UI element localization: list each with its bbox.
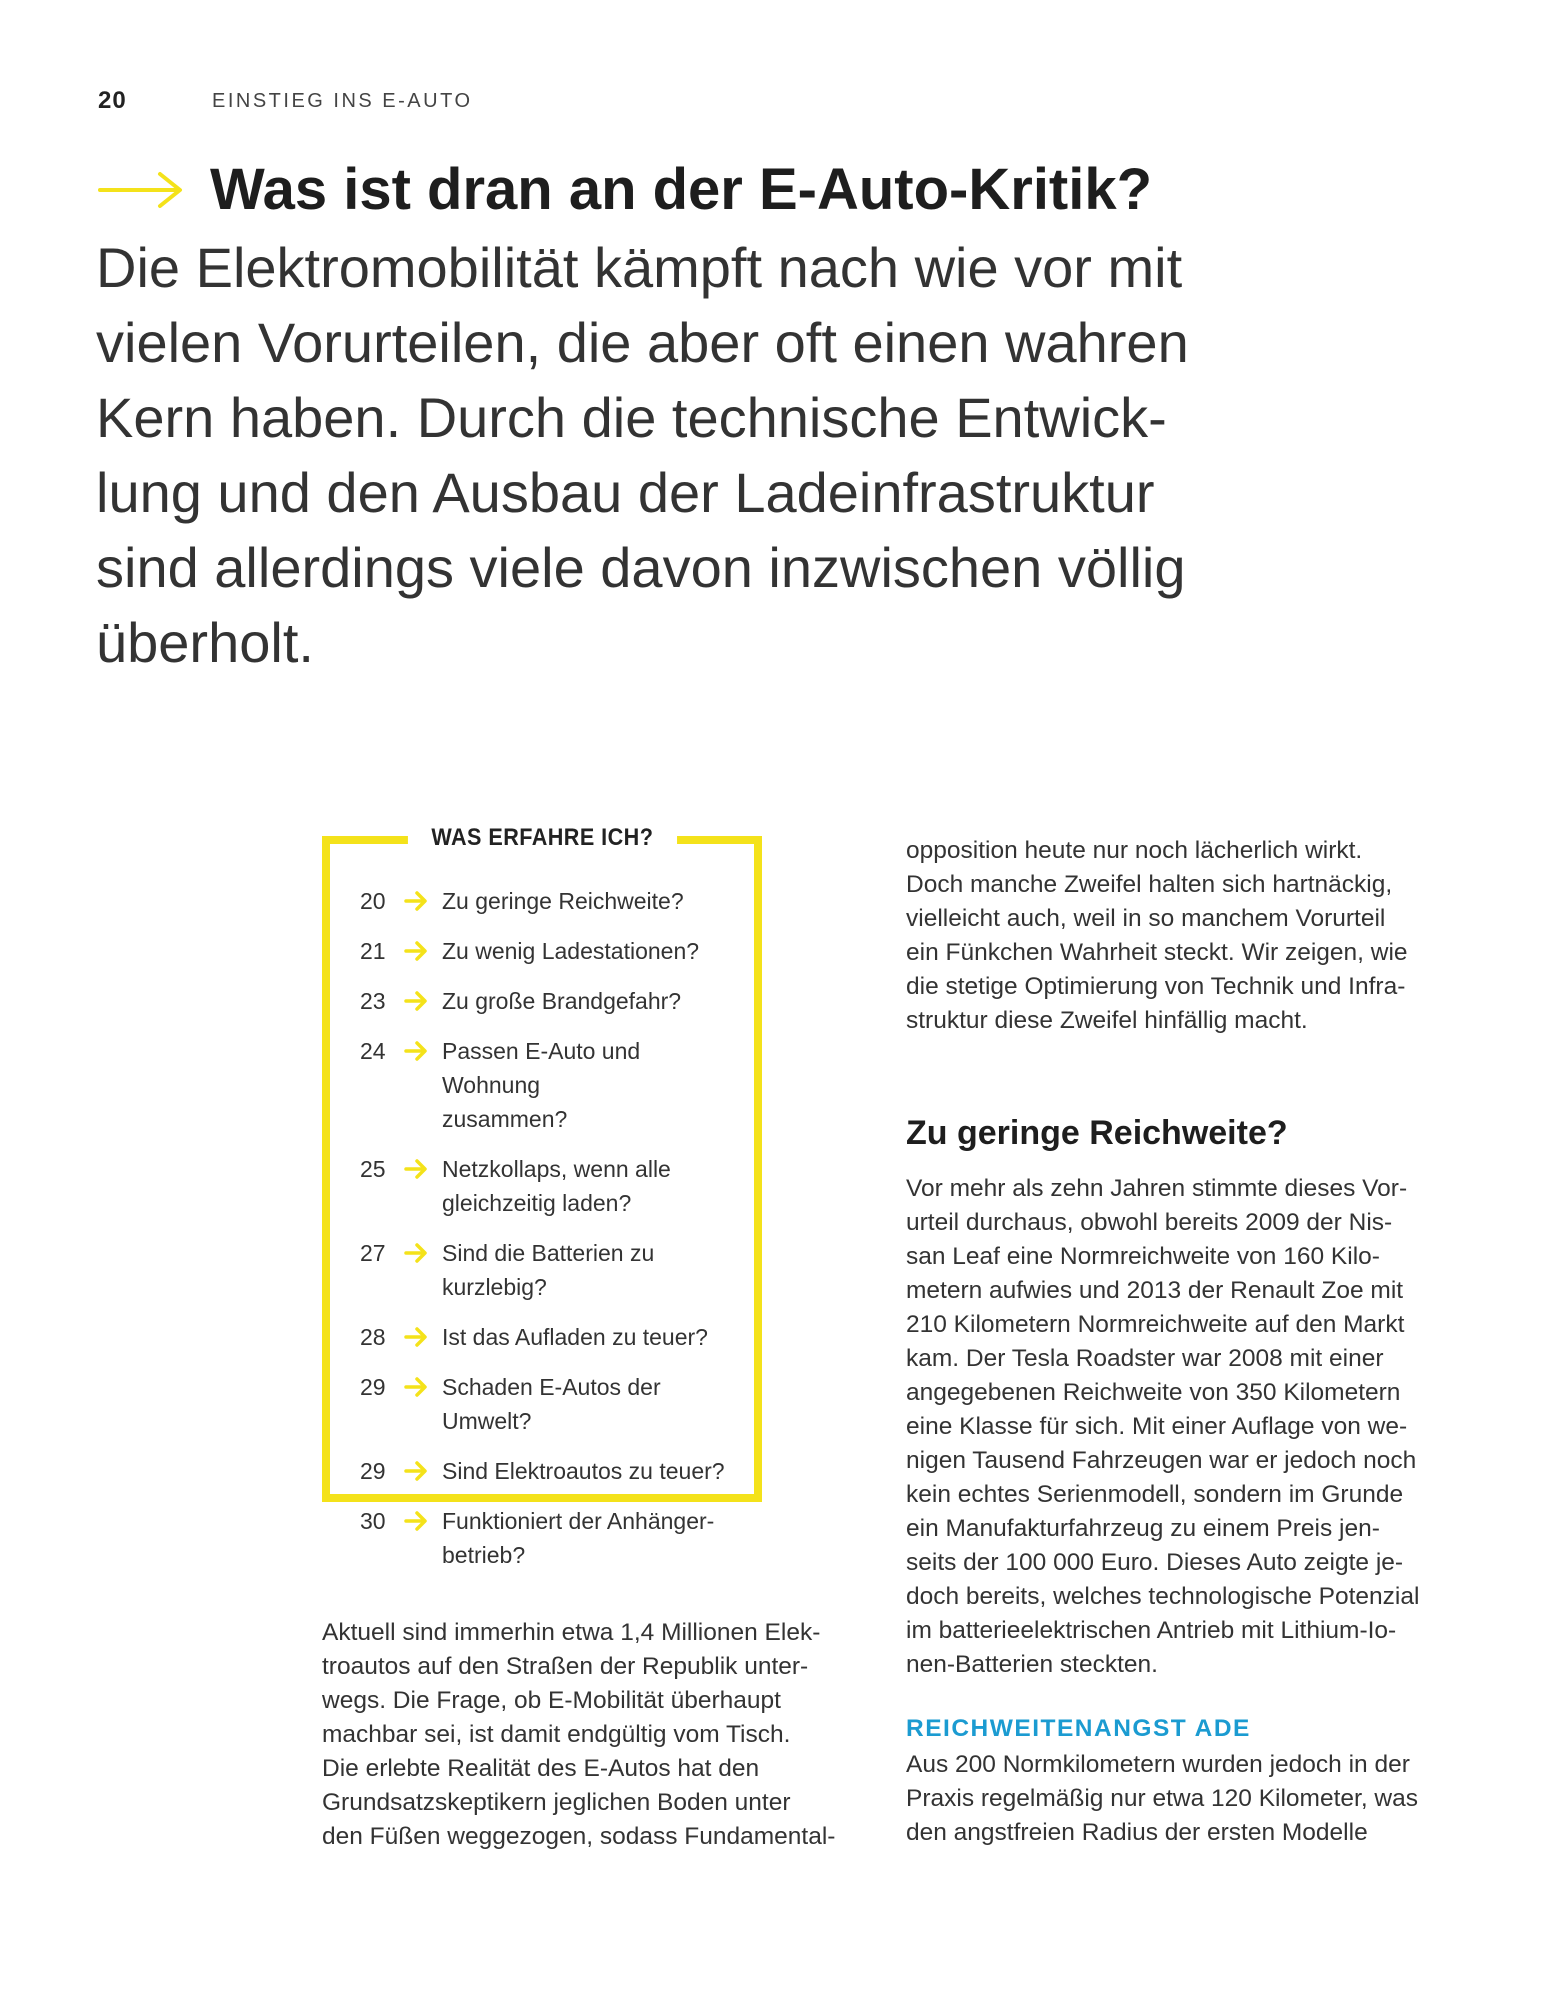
intro-line: vielen Vorurteilen, die aber oft einen wahren <box>96 311 1189 374</box>
toc-item <box>360 1370 744 1438</box>
toc-page-number: 24 <box>360 1038 386 1064</box>
subsection-body-text <box>906 1748 1466 1850</box>
right-arrow-icon <box>404 1504 428 1538</box>
toc-item-label: Zu geringe Reichweite? <box>442 888 684 914</box>
toc-item <box>360 1504 744 1572</box>
section-body-line: doch bereits, welches technologische Potenzial <box>906 1583 1420 1610</box>
subsection-heading: REICHWEITENANGST ADE <box>906 1715 1251 1742</box>
left-column-line: den Füßen weggezogen, sodass Fundamental- <box>322 1823 836 1850</box>
toc-page-number: 29 <box>360 1374 386 1400</box>
right-arrow-icon <box>404 1370 428 1404</box>
left-column-line: Die erlebte Realität des E-Autos hat den <box>322 1755 760 1782</box>
right-arrow-icon <box>404 934 428 968</box>
section-body-line: 210 Kilometern Normreichweite auf den Markt <box>906 1311 1405 1338</box>
intro-line: Die Elektromobilität kämpft nach wie vor mit <box>96 236 1183 299</box>
section-label: EINSTIEG INS E-AUTO <box>212 89 473 112</box>
section-body-line: urteil durchaus, obwohl bereits 2009 der Nis- <box>906 1209 1393 1236</box>
right-column-intro-line: die stetige Optimierung von Technik und Infra- <box>906 973 1406 1000</box>
toc-page-number: 25 <box>360 1156 386 1182</box>
toc-list <box>360 884 744 1588</box>
toc-item-label: Schaden E-Autos der Umwelt? <box>442 1374 661 1434</box>
right-arrow-icon <box>404 1034 428 1068</box>
toc-item <box>360 1236 744 1304</box>
section-body-line: nen-Batterien steckten. <box>906 1651 1158 1678</box>
left-column-line: Grundsatzskeptikern jeglichen Boden unter <box>322 1789 791 1816</box>
right-arrow-icon <box>404 1236 428 1270</box>
toc-item <box>360 884 744 918</box>
section-body-line: nigen Tausend Fahrzeugen war er jedoch noch <box>906 1447 1417 1474</box>
toc-item-label: Passen E-Auto und Wohnung zusammen? <box>442 1038 641 1132</box>
section-body-line: eine Klasse für sich. Mit einer Auflage von we- <box>906 1413 1408 1440</box>
long-right-arrow-icon <box>98 170 184 210</box>
toc-item <box>360 1454 744 1488</box>
intro-line: lung und den Ausbau der Ladeinfrastruktur <box>96 461 1155 524</box>
section-body-line: im batterieelektrischen Antrieb mit Lithium-Io- <box>906 1617 1397 1644</box>
intro-line: überholt. <box>96 611 314 674</box>
subsection-body-line: den angstfreien Radius der ersten Modelle <box>906 1819 1368 1846</box>
toc-item <box>360 1152 744 1220</box>
right-arrow-icon <box>404 1320 428 1354</box>
toc-item-label: Ist das Aufladen zu teuer? <box>442 1324 708 1350</box>
right-column-intro-line: opposition heute nur noch lächerlich wirkt. <box>906 837 1363 864</box>
toc-page-number: 27 <box>360 1240 386 1266</box>
section-body-line: seits der 100 000 Euro. Dieses Auto zeigte je- <box>906 1549 1404 1576</box>
left-column-text <box>322 1616 882 1854</box>
section-body-line: angegebenen Reichweite von 350 Kilometern <box>906 1379 1401 1406</box>
subsection-body-line: Aus 200 Normkilometern wurden jedoch in der <box>906 1751 1410 1778</box>
right-arrow-icon <box>404 884 428 918</box>
section-body-text <box>906 1172 1466 1682</box>
left-column-line: Aktuell sind immerhin etwa 1,4 Millionen Elek- <box>322 1619 821 1646</box>
toc-item <box>360 1320 744 1354</box>
left-column-line: troautos auf den Straßen der Republik unter- <box>322 1653 809 1680</box>
title-row <box>98 158 1478 222</box>
section-body-line: kein echtes Serienmodell, sondern im Grunde <box>906 1481 1404 1508</box>
intro-line: Kern haben. Durch die technische Entwick- <box>96 386 1167 449</box>
toc-page-number: 28 <box>360 1324 386 1350</box>
section-body-line: san Leaf eine Normreichweite von 160 Kilo- <box>906 1243 1380 1270</box>
toc-page-number: 23 <box>360 988 386 1014</box>
toc-item-label: Sind die Batterien zu kurzlebig? <box>442 1240 655 1300</box>
toc-item <box>360 934 744 968</box>
toc-page-number: 29 <box>360 1458 386 1484</box>
toc-box <box>322 824 762 1568</box>
right-column-intro-line: Doch manche Zweifel halten sich hartnäckig, <box>906 871 1393 898</box>
right-arrow-icon <box>404 1152 428 1186</box>
toc-item <box>360 1034 744 1136</box>
toc-page-number: 21 <box>360 938 386 964</box>
right-column-intro-line: vielleicht auch, weil in so manchem Vorurteil <box>906 905 1386 932</box>
toc-page-number: 20 <box>360 888 386 914</box>
toc-item <box>360 984 744 1018</box>
toc-item-label: Funktioniert der Anhänger- betrieb? <box>442 1508 715 1568</box>
intro-paragraph <box>96 230 1456 680</box>
toc-item-label: Zu große Brandgefahr? <box>442 988 682 1014</box>
section-body-line: kam. Der Tesla Roadster war 2008 mit einer <box>906 1345 1384 1372</box>
page-title: Was ist dran an der E-Auto-Kritik? <box>210 157 1153 222</box>
toc-item-label: Sind Elektroautos zu teuer? <box>442 1458 725 1484</box>
right-arrow-icon <box>404 984 428 1018</box>
right-arrow-icon <box>404 1454 428 1488</box>
section-body-line: ein Manufakturfahrzeug zu einem Preis jen- <box>906 1515 1380 1542</box>
section-body-line: metern aufwies und 2013 der Renault Zoe mit <box>906 1277 1404 1304</box>
left-column-line: wegs. Die Frage, ob E-Mobilität überhaupt <box>322 1687 781 1714</box>
subsection-body-line: Praxis regelmäßig nur etwa 120 Kilometer, was <box>906 1785 1418 1812</box>
section-heading: Zu geringe Reichweite? <box>906 1114 1288 1152</box>
left-column-line: machbar sei, ist damit endgültig vom Tisch. <box>322 1721 791 1748</box>
page-number: 20 <box>98 87 127 114</box>
toc-item-label: Netzkollaps, wenn alle gleichzeitig laden? <box>442 1156 671 1216</box>
right-column-intro-line: ein Fünkchen Wahrheit steckt. Wir zeigen, wie <box>906 939 1408 966</box>
intro-line: sind allerdings viele davon inzwischen völlig <box>96 536 1186 599</box>
running-head <box>98 86 473 116</box>
toc-heading: WAS ERFAHRE ICH? <box>408 818 677 858</box>
toc-page-number: 30 <box>360 1508 386 1534</box>
section-body-line: Vor mehr als zehn Jahren stimmte dieses Vor- <box>906 1175 1408 1202</box>
toc-item-label: Zu wenig Ladestationen? <box>442 938 700 964</box>
right-column-intro-line: struktur diese Zweifel hinfällig macht. <box>906 1007 1308 1034</box>
right-column-intro-text <box>906 834 1466 1038</box>
